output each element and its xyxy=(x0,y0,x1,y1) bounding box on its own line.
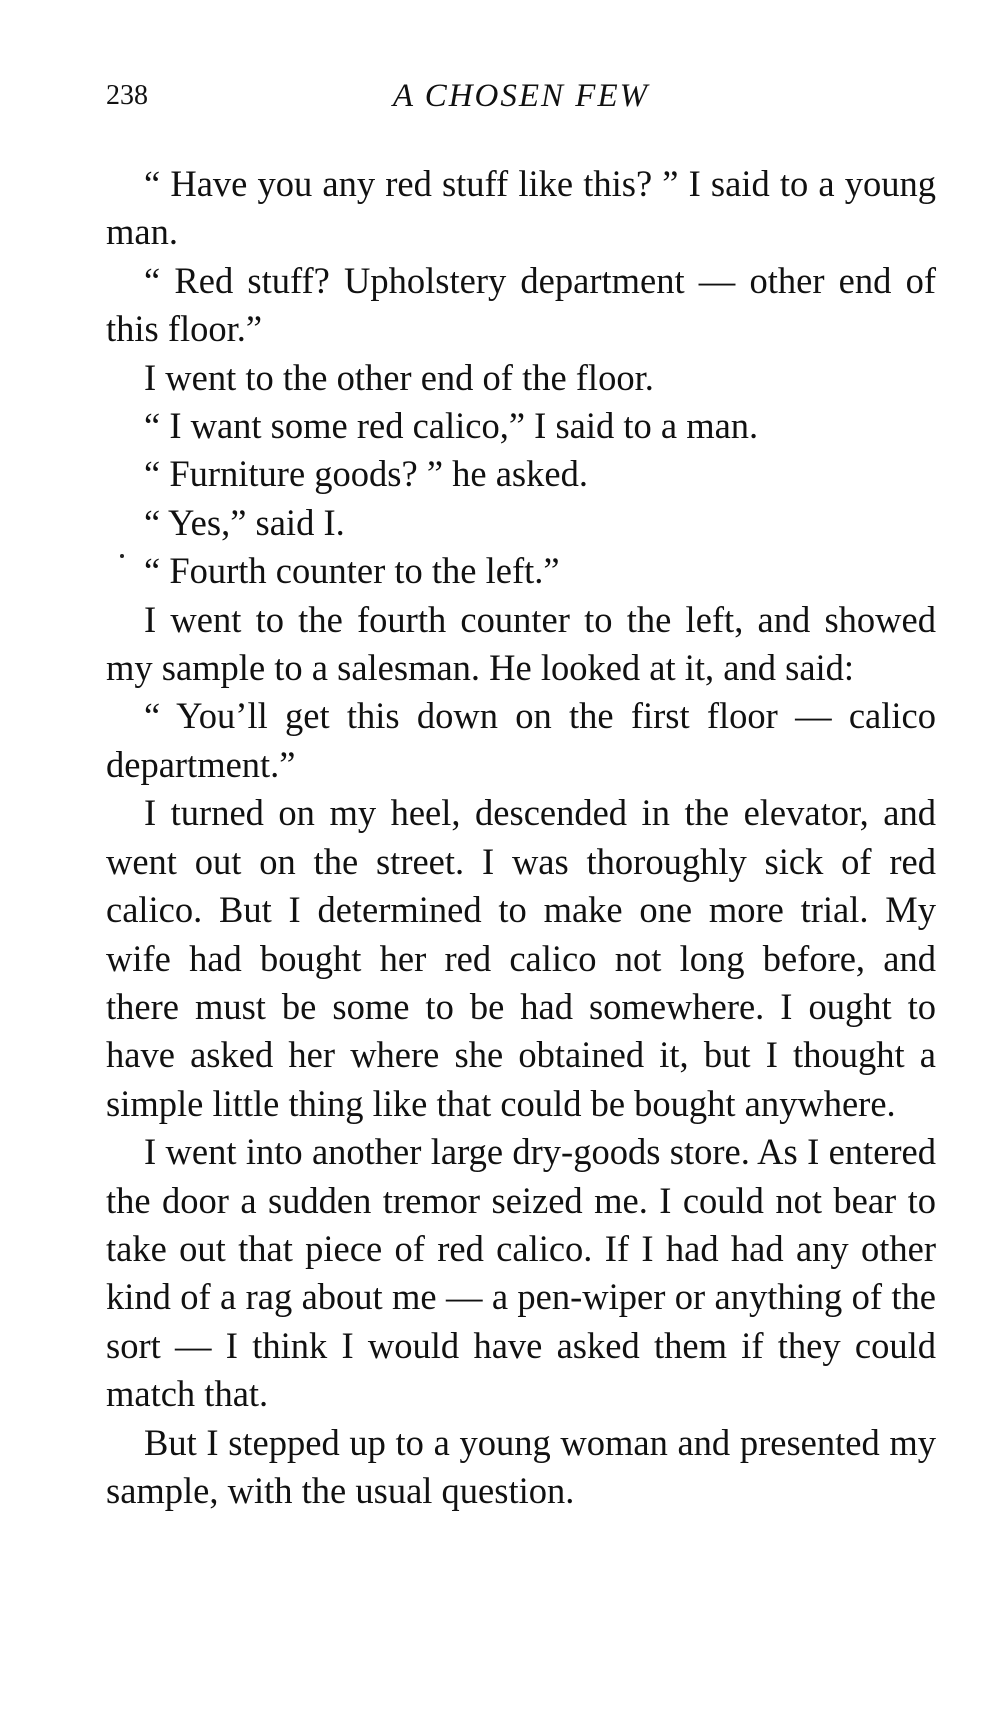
paragraph: “ You’ll get this down on the first floor — calico department.” xyxy=(106,695,936,785)
paragraph: “ Have you any red stuff like this? ” I said to a young man. xyxy=(106,163,936,253)
paragraph: “ I want some red calico,” I said to a man. xyxy=(144,405,759,447)
paragraph: “ Furniture goods? ” he asked. xyxy=(144,453,588,495)
page-header xyxy=(106,76,936,116)
paragraph: “ Red stuff? Upholstery department — other end of this floor.” xyxy=(106,259,936,350)
paragraph: I went into another large dry-goods store. As I entered the door a sudden tremor seized me. I could not bear to take out that piece of red calico. If I had had any other kind of a rag about me — a pen-wiper or anything of the sort — I think I would have asked them if they could match that. xyxy=(106,1131,936,1415)
running-title: A CHOSEN FEW xyxy=(392,78,650,114)
paragraph: “ Fourth counter to the left.” xyxy=(144,550,560,592)
paragraph: But I stepped up to a young woman and presented my sample, with the usual question. xyxy=(106,1421,936,1511)
body-text xyxy=(106,160,936,1515)
page-number: 238 xyxy=(106,80,148,111)
paragraph: “ Yes,” said I. xyxy=(144,501,345,543)
paragraph: I went to the fourth counter to the left, and showed my sample to a salesman. He looked at it, and said: xyxy=(106,598,936,689)
paragraph: I went to the other end of the floor. xyxy=(144,356,654,398)
paragraph: I turned on my heel, descended in the elevator, and went out on the street. I was thoroughly sick of red calico. But I determined to make one more trial. My wife had bought her red calico not long before, and there must be some to be had somewhere. I ought to have asked her where she obtained it, but I thought a simple little thing like that could be bought anywhere. xyxy=(106,792,936,1124)
